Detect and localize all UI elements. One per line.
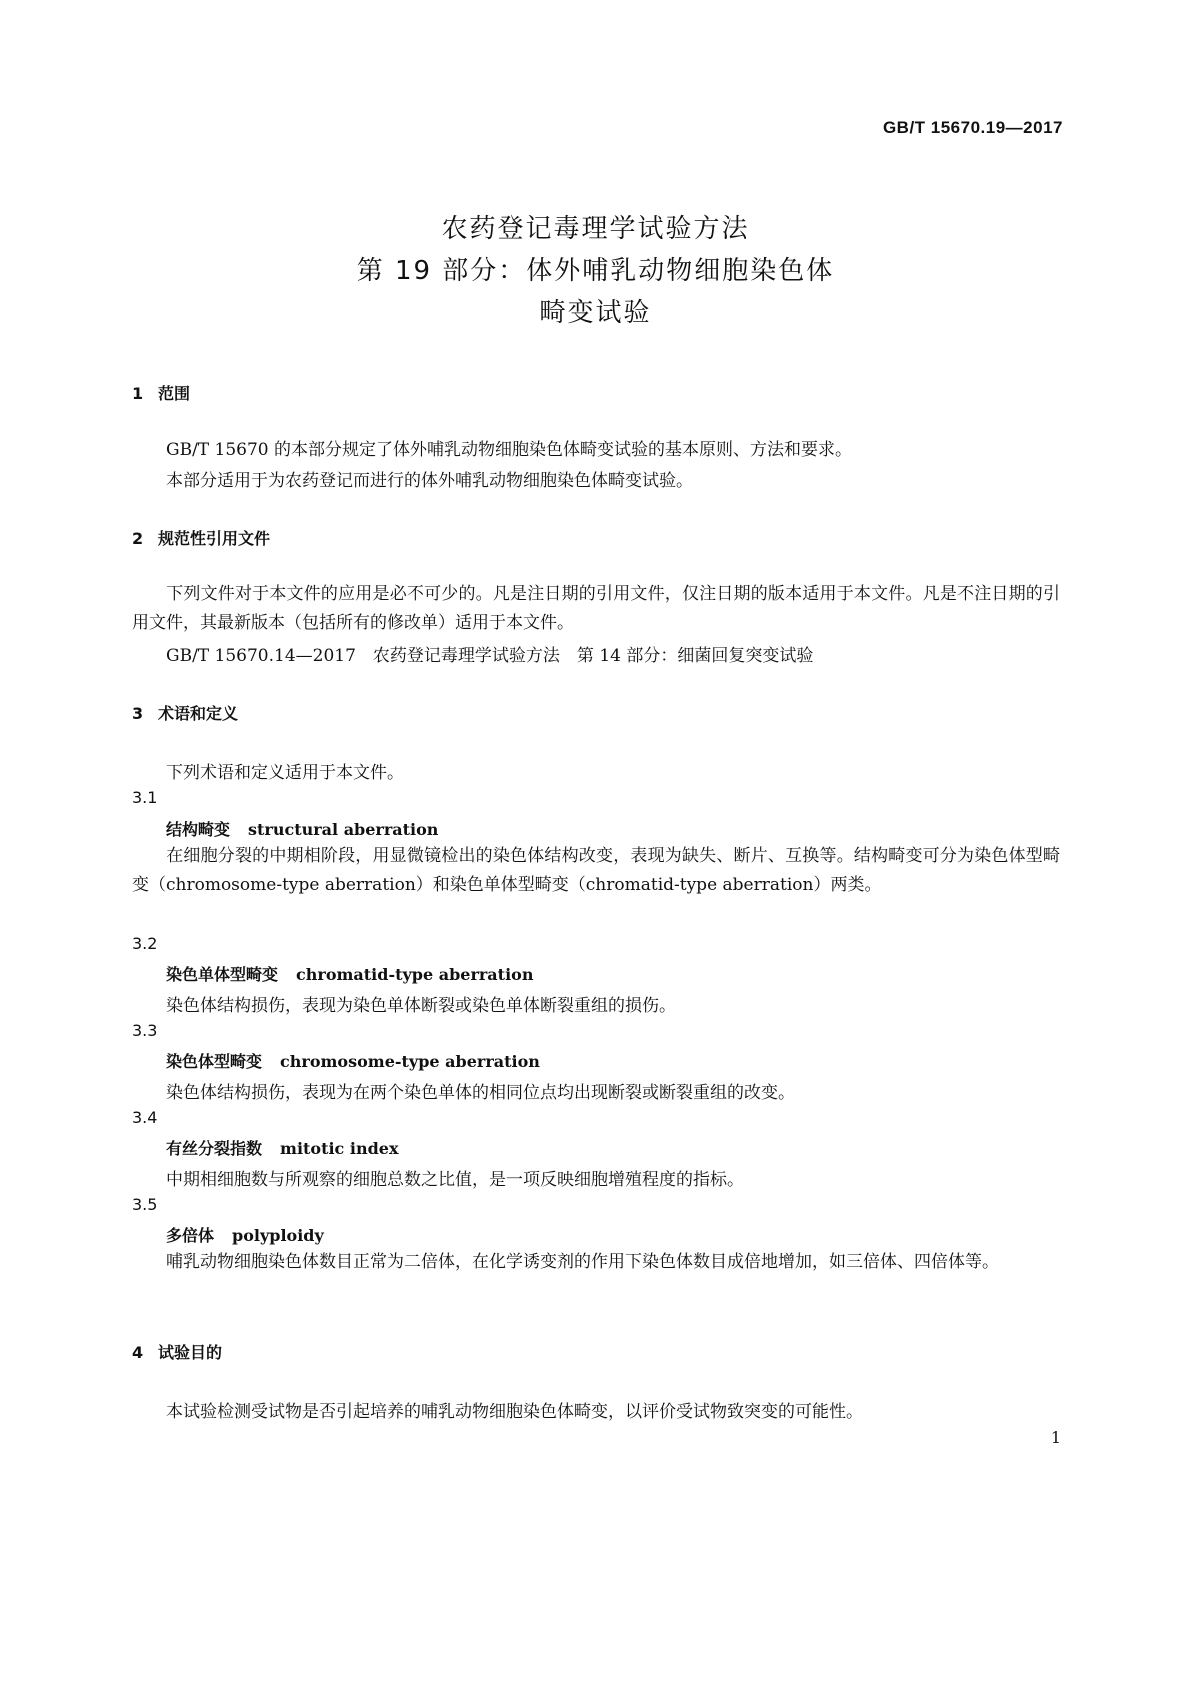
- section-1-paragraph-1: GB/T 15670 的本部分规定了体外哺乳动物细胞染色体畸变试验的基本原则、方法和要求。: [166, 440, 853, 460]
- title-line-3: 畸变试验: [539, 298, 652, 328]
- term-en: polyploidy: [232, 1226, 324, 1245]
- section-number: 1: [132, 384, 144, 403]
- term-3-5-definition: 哺乳动物细胞染色体数目正常为二倍体，在化学诱变剂的作用下染色体数目成倍地增加，如三倍体、四倍体等。: [166, 1252, 999, 1272]
- term-3-4: [166, 1136, 398, 1159]
- term-3-3-definition: 染色体结构损伤，表现为在两个染色单体的相同位点均出现断裂或断裂重组的改变。: [166, 1083, 795, 1103]
- term-3-3: [166, 1049, 540, 1072]
- standard-code: GB/T 15670.19—2017: [882, 118, 1063, 137]
- term-3-2-number: 3.2: [132, 934, 158, 953]
- section-number: 2: [132, 529, 144, 548]
- section-number: 4: [132, 1343, 144, 1362]
- section-3-intro: 下列术语和定义适用于本文件。: [166, 763, 404, 783]
- document-title: [0, 208, 1191, 334]
- section-1-paragraph-2: 本部分适用于为农药登记而进行的体外哺乳动物细胞染色体畸变试验。: [166, 471, 693, 491]
- term-zh: 有丝分裂指数: [166, 1139, 263, 1158]
- normative-reference: GB/T 15670.14—2017 农药登记毒理学试验方法 第 14 部分：细菌回复突变试验: [166, 646, 814, 666]
- term-3-5: [166, 1223, 324, 1246]
- section-title: 范围: [158, 384, 191, 403]
- title-line-1: 农药登记毒理学试验方法: [441, 214, 750, 244]
- section-4-paragraph-1: 本试验检测受试物是否引起培养的哺乳动物细胞染色体畸变，以评价受试物致突变的可能性。: [166, 1402, 863, 1422]
- section-title: 试验目的: [158, 1343, 223, 1362]
- term-en: mitotic index: [280, 1139, 399, 1158]
- term-en: structural aberration: [248, 820, 439, 839]
- section-2-paragraph-1: 下列文件对于本文件的应用是必不可少的。凡是注日期的引用文件，仅注日期的版本适用于本文件。凡是不注日期的引用文件，其最新版本（包括所有的修改单）适用于本文件。: [132, 584, 1060, 633]
- page-number: 1: [1050, 1428, 1061, 1447]
- section-2-heading: [132, 526, 270, 549]
- term-3-1: [166, 817, 438, 840]
- term-3-3-number: 3.3: [132, 1021, 158, 1040]
- section-4-heading: [132, 1340, 222, 1363]
- section-3-heading: [132, 701, 238, 724]
- term-3-4-definition: 中期相细胞数与所观察的细胞总数之比值，是一项反映细胞增殖程度的指标。: [166, 1170, 744, 1190]
- term-3-1-number: 3.1: [132, 788, 158, 807]
- term-zh: 多倍体: [166, 1226, 215, 1245]
- section-title: 术语和定义: [158, 704, 239, 723]
- term-3-1-definition: 在细胞分裂的中期相阶段，用显微镜检出的染色体结构改变，表现为缺失、断片、互换等。结构畸变可分为染色体型畸变（chromosome-type aberration）和染色单体型畸变（chromatid-type aberration）两类。: [132, 846, 1060, 895]
- term-en: chromatid-type aberration: [296, 965, 534, 984]
- section-title: 规范性引用文件: [158, 529, 271, 548]
- title-line-2: 第 19 部分：体外哺乳动物细胞染色体: [356, 256, 835, 286]
- term-en: chromosome-type aberration: [280, 1052, 540, 1071]
- term-3-4-number: 3.4: [132, 1108, 158, 1127]
- term-zh: 染色体型畸变: [166, 1052, 263, 1071]
- term-3-2-definition: 染色体结构损伤，表现为染色单体断裂或染色单体断裂重组的损伤。: [166, 996, 676, 1016]
- term-3-5-number: 3.5: [132, 1195, 158, 1214]
- term-zh: 染色单体型畸变: [166, 965, 279, 984]
- term-zh: 结构畸变: [166, 820, 231, 839]
- section-1-heading: [132, 381, 190, 404]
- section-number: 3: [132, 704, 144, 723]
- term-3-2: [166, 962, 533, 985]
